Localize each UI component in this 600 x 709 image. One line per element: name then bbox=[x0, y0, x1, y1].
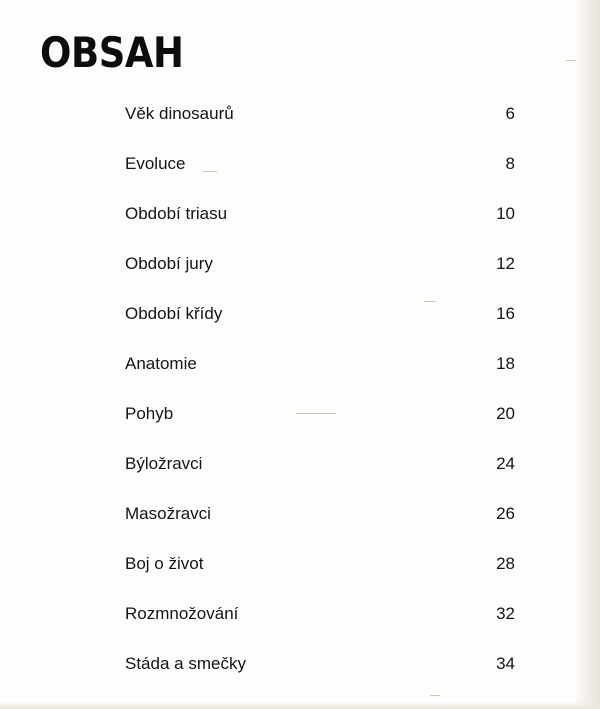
toc-entry-page: 26 bbox=[496, 504, 515, 523]
toc-entry bbox=[125, 502, 515, 526]
toc-entry bbox=[125, 352, 515, 376]
page-title: OBSAH bbox=[40, 28, 184, 77]
toc-entry-title: Býložravci bbox=[125, 454, 203, 473]
toc-entry bbox=[125, 452, 515, 476]
toc-entry bbox=[125, 152, 515, 176]
toc-entry-page: 10 bbox=[496, 204, 515, 223]
toc-entry-title: Věk dinosaurů bbox=[125, 104, 234, 123]
toc-entry-title: Boj o život bbox=[125, 554, 204, 573]
toc-entry-title: Anatomie bbox=[125, 354, 197, 373]
toc-entry bbox=[125, 602, 515, 626]
toc-entry-title: Období triasu bbox=[125, 204, 228, 223]
toc-entry bbox=[125, 102, 515, 126]
toc-entry-page: 12 bbox=[496, 254, 515, 273]
toc-entry-page: 8 bbox=[505, 154, 515, 173]
toc-entry-page: 28 bbox=[496, 554, 515, 573]
toc-entry-page: 18 bbox=[496, 354, 515, 373]
toc-entry bbox=[125, 302, 515, 326]
toc-entry-title: Stáda a smečky bbox=[125, 654, 246, 673]
toc-entry-title: Masožravci bbox=[125, 504, 211, 523]
toc-entry-title: Období křídy bbox=[125, 304, 223, 323]
toc-entry-page: 20 bbox=[496, 404, 515, 423]
toc-entry-page: 16 bbox=[496, 304, 515, 323]
toc-entry-title: Rozmnožování bbox=[125, 604, 239, 623]
toc-entry-page: 24 bbox=[496, 454, 515, 473]
toc-entry bbox=[125, 552, 515, 576]
toc-entry-page: 32 bbox=[496, 604, 515, 623]
toc-entry bbox=[125, 252, 515, 276]
toc-entry-title: Pohyb bbox=[125, 404, 174, 423]
toc-entry bbox=[125, 202, 515, 226]
toc-entry-page: 34 bbox=[496, 654, 515, 673]
toc-entry bbox=[125, 402, 515, 426]
toc-entry-title: Evoluce bbox=[125, 154, 186, 173]
toc-entry-page: 6 bbox=[505, 104, 515, 123]
toc-entry bbox=[125, 652, 515, 676]
toc-entry-title: Období jury bbox=[125, 254, 213, 273]
